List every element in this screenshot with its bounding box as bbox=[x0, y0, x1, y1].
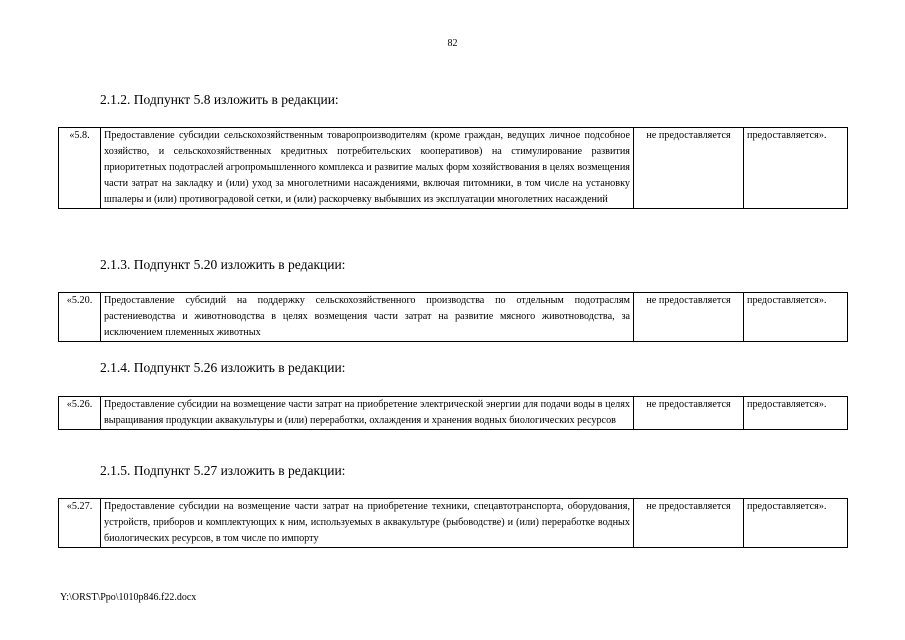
item-number: «5.27. bbox=[59, 499, 101, 548]
section-table-5-27 bbox=[58, 498, 848, 548]
table-row bbox=[59, 293, 848, 342]
item-description: Предоставление субсидии на возмещение части затрат на приобретение электрической энергии для подачи воды в целях выращивания продукции аквакультуры и (или) переработки, охлаждения и хранения водных биологических ресурсов bbox=[101, 397, 634, 430]
section-table-5-8 bbox=[58, 127, 848, 209]
item-provision-cell: предоставляется». bbox=[744, 397, 848, 430]
table-row bbox=[59, 397, 848, 430]
table-row bbox=[59, 499, 848, 548]
item-description: Предоставление субсидии на возмещение части затрат на приобретение техники, спецавтотранспорта, оборудования, устройств, приборов и комплектующих к ним, используемых в аквакультуре (рыбоводстве) и (или) переработке водных биологических ресурсов, в том числе по импорту bbox=[101, 499, 634, 548]
item-status-cell: не предоставляется bbox=[634, 293, 744, 342]
section-heading-5-20: 2.1.3. Подпункт 5.20 изложить в редакции: bbox=[100, 257, 346, 272]
section-heading-5-26: 2.1.4. Подпункт 5.26 изложить в редакции: bbox=[100, 360, 346, 375]
footer-file-path: Y:\ORST\Ppo\1010p846.f22.docx bbox=[60, 592, 197, 603]
item-status-cell: не предоставляется bbox=[634, 499, 744, 548]
section-table-5-20 bbox=[58, 292, 848, 342]
item-number: «5.26. bbox=[59, 397, 101, 430]
item-provision-cell: предоставляется». bbox=[744, 499, 848, 548]
item-number: «5.8. bbox=[59, 128, 101, 209]
item-number: «5.20. bbox=[59, 293, 101, 342]
item-provision-cell: предоставляется». bbox=[744, 293, 848, 342]
item-status-cell: не предоставляется bbox=[634, 397, 744, 430]
table-row bbox=[59, 128, 848, 209]
item-status-cell: не предоставляется bbox=[634, 128, 744, 209]
item-description: Предоставление субсидий на поддержку сельскохозяйственного производства по отдельным подотраслям растениеводства и животноводства в целях возмещения части затрат на развитие мясного животноводства, за исключением племенных животных bbox=[101, 293, 634, 342]
page-number: 82 bbox=[447, 38, 458, 49]
section-heading-5-27: 2.1.5. Подпункт 5.27 изложить в редакции: bbox=[100, 463, 346, 478]
section-heading-5-8: 2.1.2. Подпункт 5.8 изложить в редакции: bbox=[100, 92, 339, 107]
item-description: Предоставление субсидии сельскохозяйственным товаропроизводителям (кроме граждан, ведущих личное подсобное хозяйство, и сельскохозяйственных кредитных потребительских кооперативов) на стимулирование развития приоритетных подотраслей агропромышленного комплекса и развитие малых форм хозяйствования в целях возмещения части затрат на закладку и (или) уход за многолетними насаждениями, включая питомники, в том числе на установку шпалеры и (или) противоградовой сетки, и (или) раскорчевку выбывших из эксплуатации многолетних насаждений bbox=[101, 128, 634, 209]
section-table-5-26 bbox=[58, 396, 848, 430]
item-provision-cell: предоставляется». bbox=[744, 128, 848, 209]
